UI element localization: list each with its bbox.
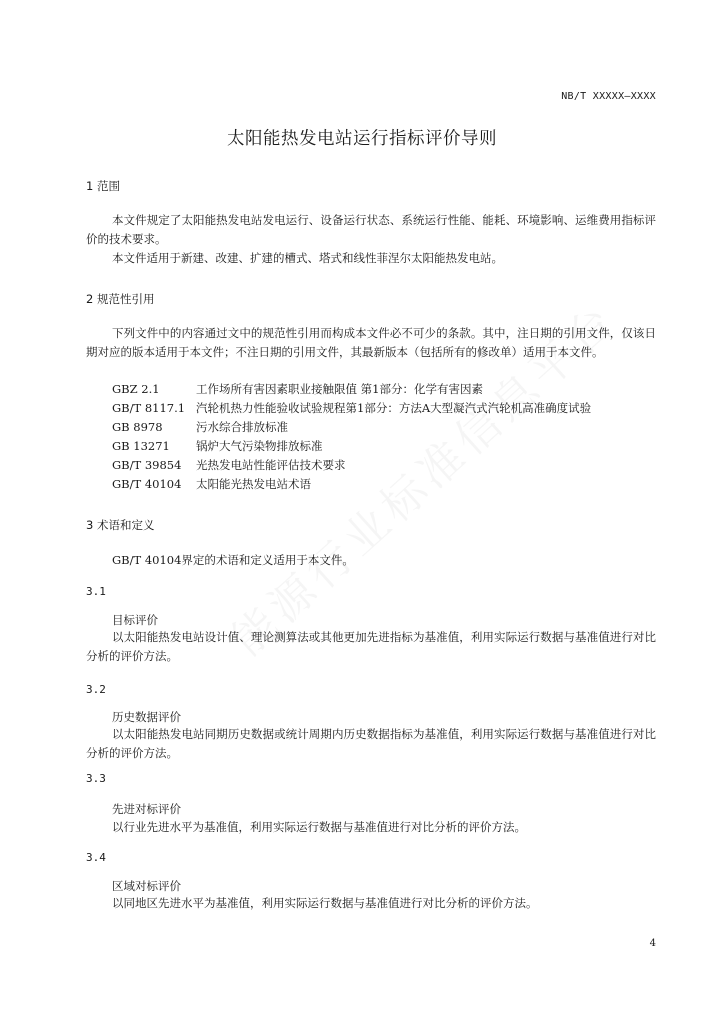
term-name: 区域对标评价 bbox=[112, 879, 181, 893]
reference-row bbox=[112, 381, 483, 397]
term-name: 先进对标评价 bbox=[112, 802, 181, 816]
term-number: 3.3 bbox=[86, 772, 106, 785]
reference-code: GB 13271 bbox=[112, 439, 170, 453]
section-1-paragraph: 本文件适用于新建、改建、扩建的槽式、塔式和线性菲涅尔太阳能热发电站。 bbox=[112, 251, 503, 265]
document-title: 太阳能热发电站运行指标评价导则 bbox=[227, 129, 497, 149]
reference-title: 锅炉大气污染物排放标准 bbox=[196, 439, 323, 453]
term-definition: 以太阳能热发电站同期历史数据或统计周期内历史数据指标为基准值，利用实际运行数据与基准值进行对比分析的评价方法。 bbox=[86, 727, 656, 760]
reference-code: GB/T 8117.1 bbox=[112, 401, 186, 415]
reference-title: 光热发电站性能评估技术要求 bbox=[196, 458, 346, 472]
reference-title: 工作场所有害因素职业接触限值 第1部分：化学有害因素 bbox=[196, 382, 483, 396]
reference-row bbox=[112, 438, 323, 454]
term-number: 3.4 bbox=[86, 851, 106, 864]
reference-code: GB/T 40104 bbox=[112, 477, 182, 491]
term-number: 3.1 bbox=[86, 585, 106, 598]
reference-title: 太阳能光热发电站术语 bbox=[196, 477, 311, 491]
term-definition: 以同地区先进水平为基准值，利用实际运行数据与基准值进行对比分析的评价方法。 bbox=[112, 896, 538, 910]
section-1-heading: 1 范围 bbox=[86, 179, 120, 193]
reference-code: GB/T 39854 bbox=[112, 458, 182, 472]
reference-title: 汽轮机热力性能验收试验规程第1部分：方法A大型凝汽式汽轮机高准确度试验 bbox=[196, 401, 592, 415]
reference-row bbox=[112, 419, 288, 435]
section-3-intro: GB/T 40104界定的术语和定义适用于本文件。 bbox=[112, 553, 354, 567]
reference-row bbox=[112, 476, 311, 492]
term-name: 目标评价 bbox=[112, 613, 158, 627]
page-number: 4 bbox=[649, 938, 656, 949]
term-number: 3.2 bbox=[86, 683, 106, 696]
reference-code: GB 8978 bbox=[112, 420, 163, 434]
section-1-paragraph: 本文件规定了太阳能热发电站发电运行、设备运行状态、系统运行性能、能耗、环境影响、运维费用指标评价的技术要求。 bbox=[86, 213, 656, 246]
section-2-intro: 下列文件中的内容通过文中的规范性引用而构成本文件必不可少的条款。其中，注日期的引用文件，仅该日期对应的版本适用于本文件；不注日期的引用文件，其最新版本（包括所有的修改单）适用于本文件。 bbox=[86, 326, 656, 359]
section-2-heading: 2 规范性引用 bbox=[86, 292, 155, 306]
reference-row bbox=[112, 457, 346, 473]
term-name: 历史数据评价 bbox=[112, 710, 181, 724]
term-definition: 以太阳能热发电站设计值、理论测算法或其他更加先进指标为基准值，利用实际运行数据与基准值进行对比分析的评价方法。 bbox=[86, 630, 656, 663]
reference-title: 污水综合排放标准 bbox=[196, 420, 288, 434]
reference-row bbox=[112, 400, 591, 416]
reference-code: GBZ 2.1 bbox=[112, 382, 160, 396]
standard-code: NB/T XXXXX—XXXX bbox=[561, 91, 656, 102]
term-definition: 以行业先进水平为基准值，利用实际运行数据与基准值进行对比分析的评价方法。 bbox=[112, 820, 526, 834]
section-3-heading: 3 术语和定义 bbox=[86, 518, 155, 532]
